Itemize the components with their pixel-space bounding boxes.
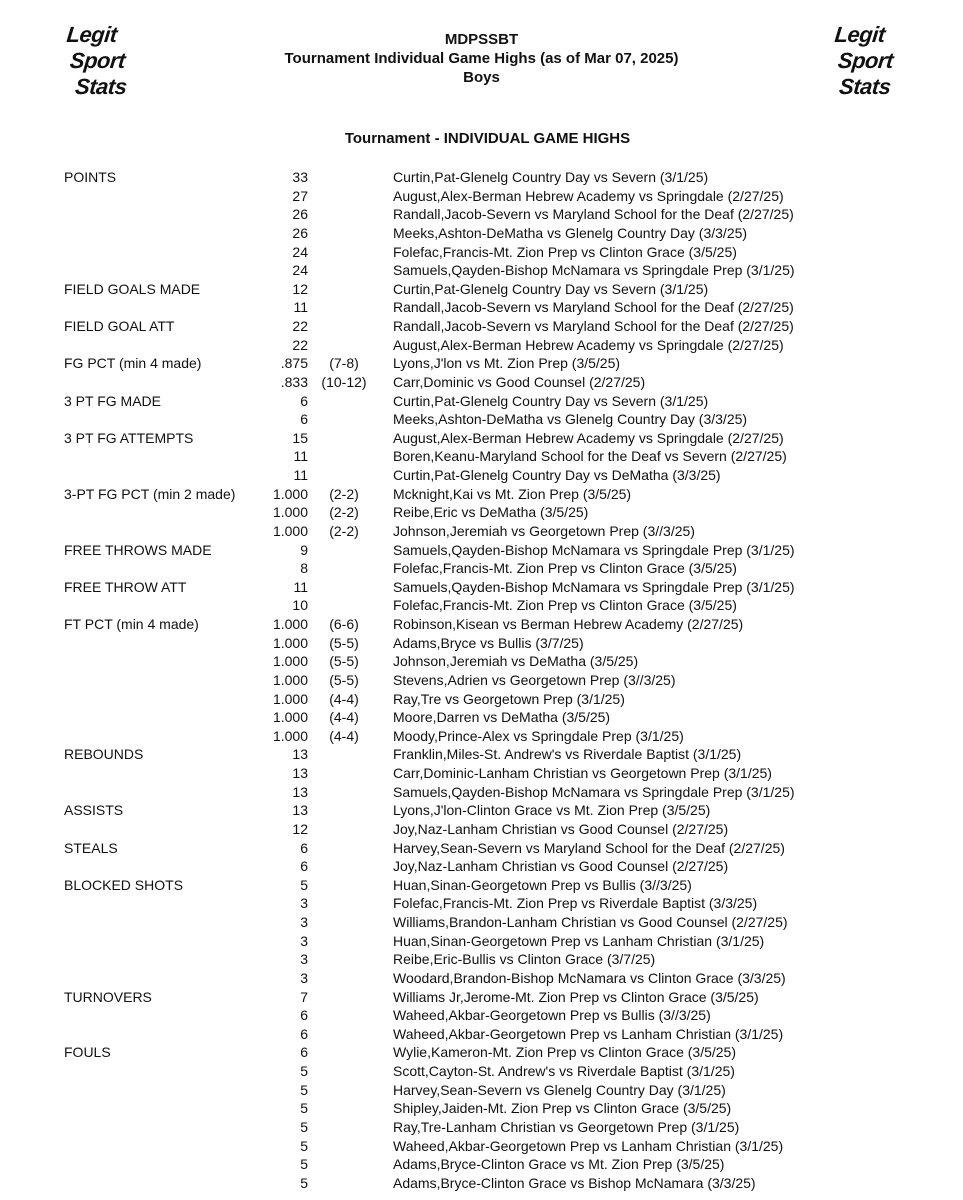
stat-value: 1.000: [272, 690, 308, 707]
table-row: [0, 578, 963, 597]
stat-value: 24: [292, 262, 308, 279]
player-game: Reibe,Eric-Bullis vs Clinton Grace (3/7/25): [393, 951, 656, 968]
stat-value: 5: [300, 876, 308, 893]
stat-value: 6: [300, 1007, 308, 1024]
table-row: [0, 932, 963, 951]
table-row: [0, 317, 963, 336]
table-row: [0, 224, 963, 243]
player-game: Waheed,Akbar-Georgetown Prep vs Lanham Christian (3/1/25): [393, 1137, 784, 1154]
player-game: Ray,Tre vs Georgetown Prep (3/1/25): [393, 690, 625, 707]
stat-value: 1.000: [272, 634, 308, 651]
stat-value: 9: [300, 541, 308, 558]
stat-ratio: (2-2): [329, 504, 359, 521]
player-game: Carr,Dominic vs Good Counsel (2/27/25): [393, 373, 646, 390]
logo-line: Legit: [833, 22, 887, 47]
section-title: Tournament - INDIVIDUAL GAME HIGHS: [344, 130, 631, 147]
player-game: Johnson,Jeremiah vs Georgetown Prep (3//3/25): [393, 522, 695, 539]
stat-ratio: (7-8): [329, 355, 359, 372]
player-game: Waheed,Akbar-Georgetown Prep vs Lanham Christian (3/1/25): [393, 1025, 784, 1042]
player-game: Randall,Jacob-Severn vs Maryland School for the Deaf (2/27/25): [393, 299, 794, 316]
player-game: Adams,Bryce-Clinton Grace vs Bishop McNamara (3/3/25): [393, 1174, 756, 1191]
table-row: [0, 205, 963, 224]
player-game: Shipley,Jaiden-Mt. Zion Prep vs Clinton Grace (3/5/25): [393, 1100, 732, 1117]
table-row: [0, 447, 963, 466]
table-row: [0, 280, 963, 299]
logo-line: Stats: [74, 74, 128, 99]
table-row: [0, 168, 963, 187]
player-game: Mcknight,Kai vs Mt. Zion Prep (3/5/25): [393, 485, 632, 502]
player-game: Harvey,Sean-Severn vs Glenelg Country Day (3/1/25): [393, 1081, 726, 1098]
stat-value: 3: [300, 914, 308, 930]
logo-line: Sport: [68, 48, 127, 73]
stat-value: 6: [300, 1025, 308, 1042]
stat-value: 6: [300, 1044, 308, 1061]
stat-value: 5: [300, 1156, 308, 1173]
stat-value: 3: [300, 969, 308, 986]
stat-value: 3: [300, 895, 308, 912]
table-row: [0, 429, 963, 448]
stat-value: 24: [292, 243, 308, 260]
player-game: Samuels,Qayden-Bishop McNamara vs Springdale Prep (3/1/25): [393, 541, 795, 558]
table-row: [0, 1137, 963, 1156]
table-row: [0, 894, 963, 913]
stat-value: 3: [300, 951, 308, 968]
stat-category: FREE THROWS MADE: [64, 541, 212, 558]
player-game: Samuels,Qayden-Bishop McNamara vs Springdale Prep (3/1/25): [393, 262, 795, 279]
stat-category: FREE THROW ATT: [64, 578, 187, 595]
table-row: [0, 392, 963, 411]
logo-line: Sport: [836, 48, 895, 73]
player-game: Williams,Brandon-Lanham Christian vs Good Counsel (2/27/25): [393, 914, 788, 930]
player-game: Stevens,Adrien vs Georgetown Prep (3//3/25): [393, 671, 676, 688]
player-game: Samuels,Qayden-Bishop McNamara vs Springdale Prep (3/1/25): [393, 783, 795, 800]
stat-value: .833: [280, 373, 308, 390]
table-row: [0, 354, 963, 373]
table-row: [0, 1006, 963, 1025]
stat-ratio: (10-12): [321, 373, 367, 390]
table-row: [0, 839, 963, 858]
table-row: [0, 1062, 963, 1081]
stat-value: 5: [300, 1174, 308, 1191]
player-game: Curtin,Pat-Glenelg Country Day vs Severn (3/1/25): [393, 392, 709, 409]
stat-value: 5: [300, 1081, 308, 1098]
player-game: Curtin,Pat-Glenelg Country Day vs Severn (3/1/25): [393, 169, 709, 185]
stat-value: 11: [293, 299, 308, 316]
logo-line: Legit: [65, 22, 119, 47]
player-game: August,Alex-Berman Hebrew Academy vs Springdale (2/27/25): [393, 187, 784, 204]
logo-line: Stats: [838, 74, 892, 99]
table-row: [0, 745, 963, 764]
stat-category: FG PCT (min 4 made): [64, 355, 202, 372]
player-game: Meeks,Ashton-DeMatha vs Glenelg Country Day (3/3/25): [393, 224, 748, 241]
table-row: [0, 950, 963, 969]
player-game: Adams,Bryce vs Bullis (3/7/25): [393, 634, 584, 651]
stat-value: 7: [300, 988, 308, 1005]
stat-value: 15: [292, 429, 308, 446]
report-title: Tournament Individual Game Highs (as of Mar 07, 2025): [284, 50, 679, 67]
table-row: [0, 876, 963, 895]
stat-value: 1.000: [272, 616, 308, 632]
table-row: [0, 652, 963, 671]
stat-value: 6: [300, 839, 308, 856]
player-game: Harvey,Sean-Severn vs Maryland School for the Deaf (2/27/25): [393, 839, 785, 856]
stat-value: 11: [293, 467, 308, 483]
stat-category: 3 PT FG MADE: [64, 392, 161, 409]
table-row: [0, 373, 963, 392]
player-game: Folefac,Francis-Mt. Zion Prep vs Clinton Grace (3/5/25): [393, 243, 737, 260]
stat-value: 26: [292, 206, 308, 223]
table-row: [0, 410, 963, 429]
table-row: [0, 261, 963, 280]
stat-ratio: (5-5): [329, 634, 359, 651]
stat-value: 12: [292, 820, 308, 837]
stat-category: STEALS: [64, 839, 118, 856]
stat-value: 1.000: [272, 671, 308, 688]
stat-category: TURNOVERS: [64, 988, 152, 1005]
table-row: [0, 187, 963, 206]
stat-value: 1.000: [272, 653, 308, 670]
table-row: [0, 615, 963, 634]
stat-ratio: (4-4): [329, 709, 359, 726]
stat-value: 26: [292, 224, 308, 241]
player-game: Waheed,Akbar-Georgetown Prep vs Bullis (3//3/25): [393, 1007, 711, 1024]
stat-category: POINTS: [64, 169, 117, 185]
stat-value: 6: [300, 858, 308, 875]
stat-value: .875: [280, 355, 308, 372]
player-game: Curtin,Pat-Glenelg Country Day vs Severn (3/1/25): [393, 280, 709, 297]
table-row: [0, 1174, 963, 1193]
player-game: Joy,Naz-Lanham Christian vs Good Counsel (2/27/25): [393, 820, 729, 837]
stat-category: FOULS: [64, 1044, 111, 1061]
table-row: [0, 541, 963, 560]
stat-value: 13: [292, 765, 308, 781]
stat-ratio: (4-4): [329, 690, 359, 707]
stat-value: 5: [300, 1118, 308, 1135]
stat-value: 13: [292, 783, 308, 800]
table-row: [0, 1155, 963, 1174]
table-row: [0, 671, 963, 690]
stat-value: 5: [300, 1063, 308, 1079]
table-row: [0, 503, 963, 522]
table-row: [0, 466, 963, 485]
stat-ratio: (5-5): [329, 671, 359, 688]
stat-category: REBOUNDS: [64, 746, 144, 763]
stat-value: 5: [300, 1100, 308, 1117]
table-row: [0, 857, 963, 876]
player-game: Ray,Tre-Lanham Christian vs Georgetown Prep (3/1/25): [393, 1118, 740, 1135]
stat-value: 13: [292, 746, 308, 763]
stat-category: 3 PT FG ATTEMPTS: [64, 429, 194, 446]
table-row: [0, 298, 963, 317]
player-game: Carr,Dominic-Lanham Christian vs Georgetown Prep (3/1/25): [393, 765, 772, 781]
stat-value: 8: [300, 560, 308, 577]
player-game: Woodard,Brandon-Bishop McNamara vs Clinton Grace (3/3/25): [393, 969, 786, 986]
player-game: Lyons,J'lon vs Mt. Zion Prep (3/5/25): [393, 355, 621, 372]
player-game: Moore,Darren vs DeMatha (3/5/25): [393, 709, 611, 726]
player-game: Scott,Cayton-St. Andrew's vs Riverdale Baptist (3/1/25): [393, 1063, 735, 1079]
stat-value: 1.000: [272, 709, 308, 726]
player-game: August,Alex-Berman Hebrew Academy vs Springdale (2/27/25): [393, 429, 784, 446]
player-game: Meeks,Ashton-DeMatha vs Glenelg Country Day (3/3/25): [393, 411, 748, 428]
stat-ratio: (2-2): [329, 522, 359, 539]
stat-value: 3: [300, 932, 308, 949]
stat-value: 27: [292, 187, 308, 204]
player-game: Johnson,Jeremiah vs DeMatha (3/5/25): [393, 653, 639, 670]
stat-category: FT PCT (min 4 made): [64, 616, 199, 632]
player-game: Moody,Prince-Alex vs Springdale Prep (3/1/25): [393, 727, 684, 744]
stat-value: 11: [293, 448, 308, 465]
table-row: [0, 913, 963, 932]
player-game: Lyons,J'lon-Clinton Grace vs Mt. Zion Prep (3/5/25): [393, 802, 711, 819]
stat-ratio: (2-2): [329, 485, 359, 502]
table-row: [0, 969, 963, 988]
table-row: [0, 1081, 963, 1100]
legit-sport-stats-logo-right: [828, 22, 946, 100]
player-game: Adams,Bryce-Clinton Grace vs Mt. Zion Prep (3/5/25): [393, 1156, 725, 1173]
stat-value: 33: [292, 169, 308, 185]
organization-name: MDPSSBT: [444, 31, 519, 48]
table-row: [0, 988, 963, 1007]
table-row: [0, 634, 963, 653]
player-game: Samuels,Qayden-Bishop McNamara vs Springdale Prep (3/1/25): [393, 578, 795, 595]
player-game: Folefac,Francis-Mt. Zion Prep vs Clinton Grace (3/5/25): [393, 560, 737, 577]
table-row: [0, 596, 963, 615]
table-row: [0, 690, 963, 709]
player-game: Curtin,Pat-Glenelg Country Day vs DeMatha (3/3/25): [393, 467, 721, 483]
player-game: Franklin,Miles-St. Andrew's vs Riverdale Baptist (3/1/25): [393, 746, 742, 763]
stat-value: 22: [292, 336, 308, 353]
player-game: Wylie,Kameron-Mt. Zion Prep vs Clinton Grace (3/5/25): [393, 1044, 736, 1061]
stat-category: FIELD GOALS MADE: [64, 280, 201, 297]
stat-value: 13: [292, 802, 308, 819]
player-game: Williams Jr,Jerome-Mt. Zion Prep vs Clinton Grace (3/5/25): [393, 988, 759, 1005]
report-header: [0, 30, 963, 87]
player-game: Reibe,Eric vs DeMatha (3/5/25): [393, 504, 589, 521]
player-game: Huan,Sinan-Georgetown Prep vs Lanham Christian (3/1/25): [393, 932, 765, 949]
table-row: [0, 336, 963, 355]
stat-ratio: (5-5): [329, 653, 359, 670]
table-row: [0, 1043, 963, 1062]
player-game: Boren,Keanu-Maryland School for the Deaf vs Severn (2/27/25): [393, 448, 787, 465]
stat-ratio: (4-4): [329, 727, 359, 744]
player-game: Randall,Jacob-Severn vs Maryland School for the Deaf (2/27/25): [393, 206, 794, 223]
stat-value: 22: [292, 318, 308, 334]
table-row: [0, 1025, 963, 1044]
stat-value: 6: [300, 411, 308, 428]
table-row: [0, 243, 963, 262]
stat-value: 6: [300, 392, 308, 409]
table-row: [0, 485, 963, 504]
player-game: Folefac,Francis-Mt. Zion Prep vs Riverdale Baptist (3/3/25): [393, 895, 758, 912]
stat-category: ASSISTS: [64, 802, 124, 819]
table-row: [0, 708, 963, 727]
division-label: Boys: [463, 69, 500, 86]
stat-category: BLOCKED SHOTS: [64, 876, 184, 893]
table-row: [0, 820, 963, 839]
table-row: [0, 1118, 963, 1137]
stat-category: 3-PT FG PCT (min 2 made): [64, 485, 236, 502]
game-highs-table: [0, 168, 963, 1192]
player-game: Robinson,Kisean vs Berman Hebrew Academy (2/27/25): [393, 616, 744, 632]
stat-value: 11: [293, 578, 308, 595]
stat-value: 1.000: [272, 504, 308, 521]
stat-ratio: (6-6): [329, 616, 359, 632]
player-game: Huan,Sinan-Georgetown Prep vs Bullis (3//3/25): [393, 876, 692, 893]
player-game: Folefac,Francis-Mt. Zion Prep vs Clinton Grace (3/5/25): [393, 597, 737, 614]
player-game: Joy,Naz-Lanham Christian vs Good Counsel (2/27/25): [393, 858, 729, 875]
player-game: August,Alex-Berman Hebrew Academy vs Springdale (2/27/25): [393, 336, 784, 353]
stat-value: 1.000: [272, 727, 308, 744]
table-row: [0, 522, 963, 541]
stat-value: 12: [292, 280, 308, 297]
stat-category: FIELD GOAL ATT: [64, 318, 175, 334]
stat-value: 5: [300, 1137, 308, 1154]
stat-value: 1.000: [272, 485, 308, 502]
table-row: [0, 783, 963, 802]
table-row: [0, 727, 963, 746]
table-row: [0, 801, 963, 820]
player-game: Randall,Jacob-Severn vs Maryland School for the Deaf (2/27/25): [393, 318, 794, 334]
stat-value: 10: [292, 597, 308, 614]
stat-value: 1.000: [272, 522, 308, 539]
table-row: [0, 764, 963, 783]
table-row: [0, 1099, 963, 1118]
table-row: [0, 559, 963, 578]
